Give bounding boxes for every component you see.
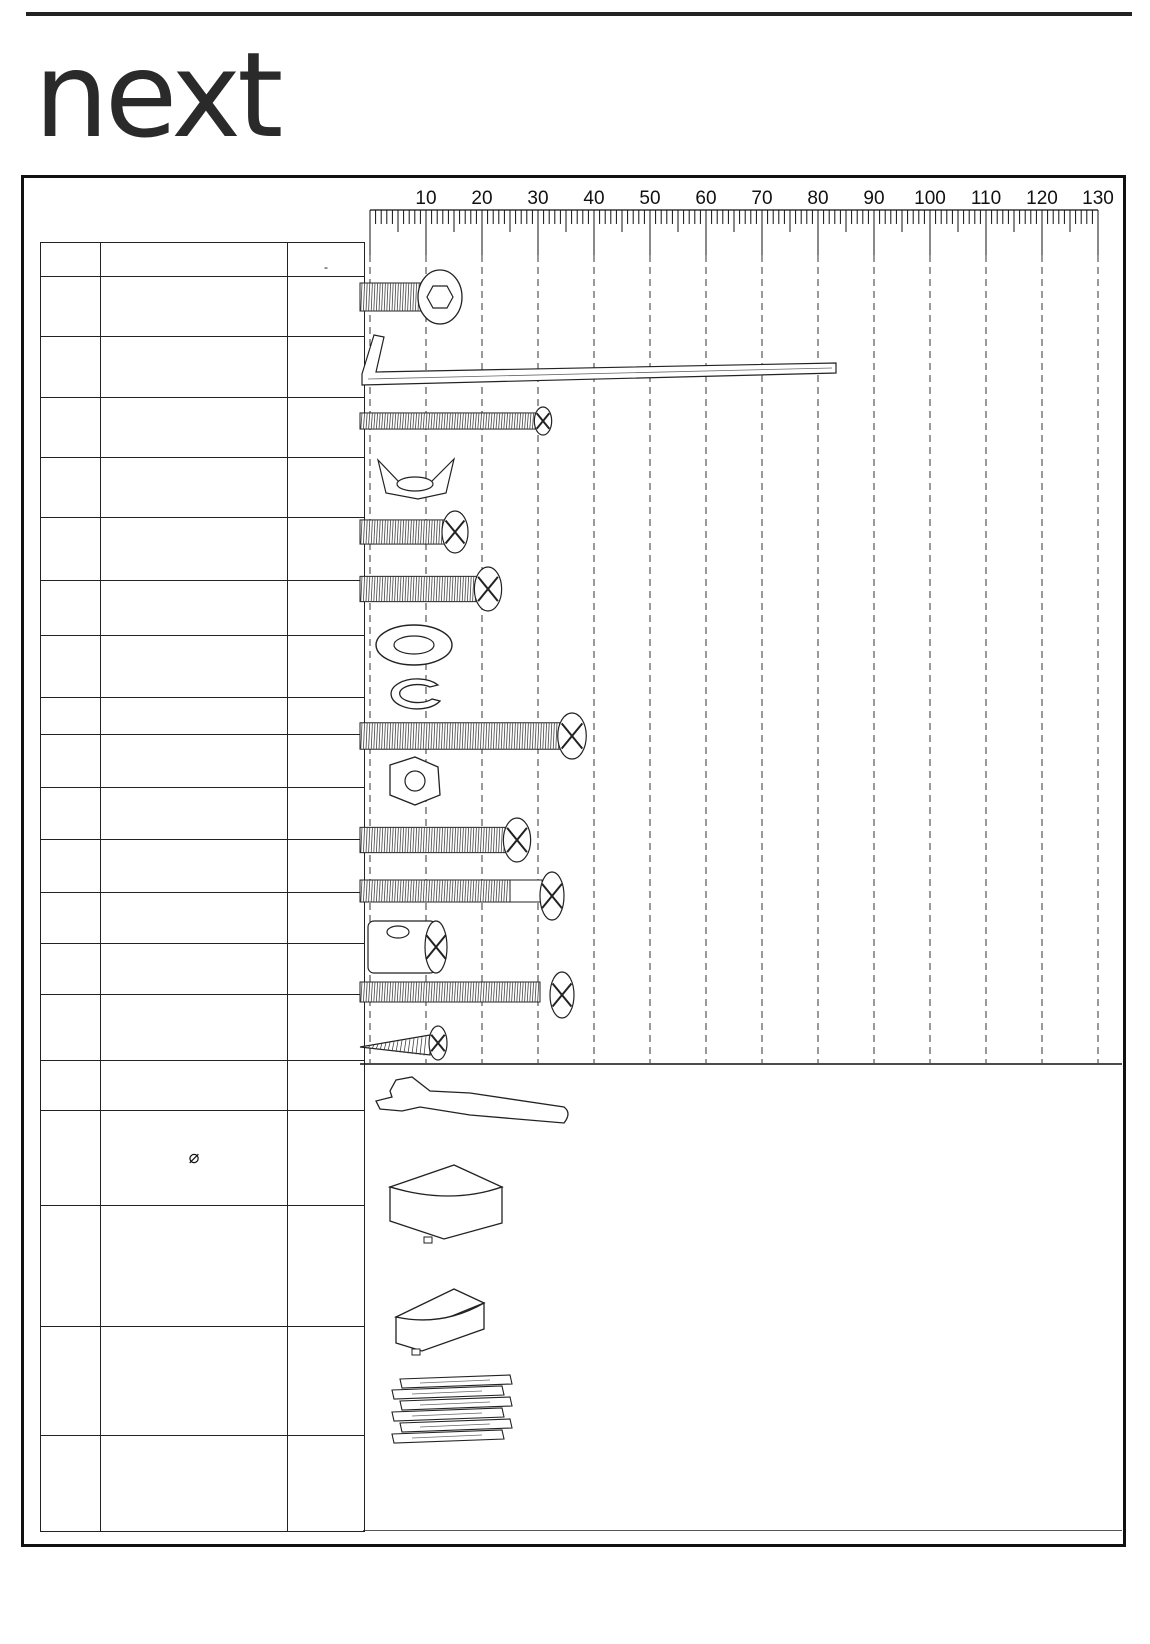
table-row — [41, 734, 365, 787]
ruler-label: 30 — [527, 188, 549, 209]
parts-illustrations — [360, 255, 1125, 1527]
part-quantity-cell — [288, 1436, 365, 1532]
part-description-cell — [101, 457, 288, 517]
part-quantity-cell — [288, 1111, 365, 1205]
part-number-cell — [41, 943, 101, 994]
part-number-cell — [41, 788, 101, 840]
table-header-row — [41, 243, 365, 277]
part-number-cell — [41, 581, 101, 636]
part-quantity-cell — [288, 581, 365, 636]
table-row — [41, 1205, 365, 1326]
table-row — [41, 1436, 365, 1532]
part-quantity-cell — [288, 1061, 365, 1111]
part-quantity-cell — [288, 697, 365, 734]
ruler-label: 10 — [415, 188, 437, 209]
part-number-cell — [41, 337, 101, 397]
table-row — [41, 1111, 365, 1205]
part-description-cell — [101, 734, 288, 787]
ruler-label: 130 — [1082, 188, 1114, 209]
phillips-bolt-icon — [360, 818, 531, 862]
measuring-ruler — [370, 186, 1114, 256]
part-quantity-cell — [288, 1205, 365, 1326]
table-row — [41, 697, 365, 734]
part-quantity-cell — [288, 734, 365, 787]
part-description-cell — [101, 1205, 288, 1326]
table-row — [41, 337, 365, 397]
part-number-cell — [41, 1327, 101, 1436]
countersunk-bolt-icon — [360, 872, 564, 920]
frame-inner-rule — [363, 1530, 1122, 1531]
flat-washer-icon — [376, 625, 452, 665]
ruler-label: 20 — [471, 188, 493, 209]
part-description-cell — [101, 243, 288, 277]
ruler-label: 100 — [914, 188, 946, 209]
part-quantity-cell — [288, 636, 365, 697]
table-row — [41, 457, 365, 517]
part-quantity-cell — [288, 893, 365, 943]
part-quantity-cell — [288, 337, 365, 397]
small-foot-pad-icon — [396, 1289, 484, 1355]
barrel-nut-icon — [368, 921, 447, 973]
part-number-cell — [41, 636, 101, 697]
part-description-cell — [101, 518, 288, 581]
large-foot-pad-icon — [390, 1165, 502, 1243]
table-row — [41, 893, 365, 943]
spanner-icon — [376, 1077, 568, 1123]
long-bolt-icon — [360, 407, 552, 435]
part-number-cell — [41, 397, 101, 457]
wing-nut-icon — [378, 459, 454, 499]
spare-slats-icon — [392, 1375, 512, 1443]
part-quantity-cell — [288, 943, 365, 994]
part-number-cell — [41, 1111, 101, 1205]
ruler-label: 70 — [751, 188, 773, 209]
ruler-label: 50 — [639, 188, 661, 209]
table-row — [41, 581, 365, 636]
part-description-cell — [101, 994, 288, 1060]
ruler-label: 120 — [1026, 188, 1058, 209]
part-description-cell — [101, 943, 288, 994]
phillips-bolt-icon — [360, 567, 502, 611]
table-row — [41, 1327, 365, 1436]
table-row — [41, 1061, 365, 1111]
ruler-label: 60 — [695, 188, 717, 209]
part-number-cell — [41, 457, 101, 517]
part-description-cell — [101, 788, 288, 840]
table-row — [41, 788, 365, 840]
ruler-label: 90 — [863, 188, 885, 209]
part-description-cell — [101, 840, 288, 893]
table-row — [41, 518, 365, 581]
table-row — [41, 943, 365, 994]
table-row — [41, 994, 365, 1060]
part-quantity-cell — [288, 840, 365, 893]
table-row — [41, 840, 365, 893]
part-description-cell — [101, 697, 288, 734]
part-description-cell — [101, 636, 288, 697]
countersunk-bolt-icon — [360, 972, 574, 1018]
table-row — [41, 397, 365, 457]
part-quantity-cell: - — [288, 243, 365, 277]
ruler-label: 80 — [807, 188, 829, 209]
part-description-cell — [101, 397, 288, 457]
part-description-cell — [101, 337, 288, 397]
part-quantity-cell — [288, 788, 365, 840]
allen-key-icon — [362, 335, 836, 385]
phillips-bolt-icon — [360, 713, 586, 759]
part-number-cell — [41, 243, 101, 277]
part-description-cell — [101, 1436, 288, 1532]
part-number-cell — [41, 1205, 101, 1326]
part-quantity-cell — [288, 1327, 365, 1436]
table-row — [41, 277, 365, 337]
spring-washer-icon — [391, 679, 440, 709]
part-quantity-cell — [288, 994, 365, 1060]
hex-nut-icon — [390, 757, 440, 805]
part-quantity-cell — [288, 397, 365, 457]
part-description-cell: ⌀ — [101, 1111, 288, 1205]
part-quantity-cell — [288, 518, 365, 581]
table-row — [41, 636, 365, 697]
socket-cap-bolt-icon — [360, 270, 462, 324]
part-description-cell — [101, 1327, 288, 1436]
part-number-cell — [41, 1061, 101, 1111]
phillips-bolt-icon — [360, 511, 468, 553]
part-number-cell — [41, 734, 101, 787]
parts-table — [40, 242, 365, 1532]
wood-screw-icon — [360, 1026, 447, 1060]
part-number-cell — [41, 518, 101, 581]
part-quantity-cell — [288, 457, 365, 517]
part-number-cell — [41, 840, 101, 893]
part-number-cell — [41, 697, 101, 734]
part-number-cell — [41, 994, 101, 1060]
part-number-cell — [41, 893, 101, 943]
part-number-cell — [41, 277, 101, 337]
ruler-label: 110 — [970, 188, 1002, 209]
top-rule — [26, 12, 1132, 16]
part-number-cell — [41, 1436, 101, 1532]
part-description-cell — [101, 893, 288, 943]
part-description-cell — [101, 581, 288, 636]
part-quantity-cell — [288, 277, 365, 337]
part-description-cell — [101, 277, 288, 337]
brand-logo: next — [34, 26, 280, 164]
part-description-cell — [101, 1061, 288, 1111]
ruler-label: 40 — [583, 188, 605, 209]
